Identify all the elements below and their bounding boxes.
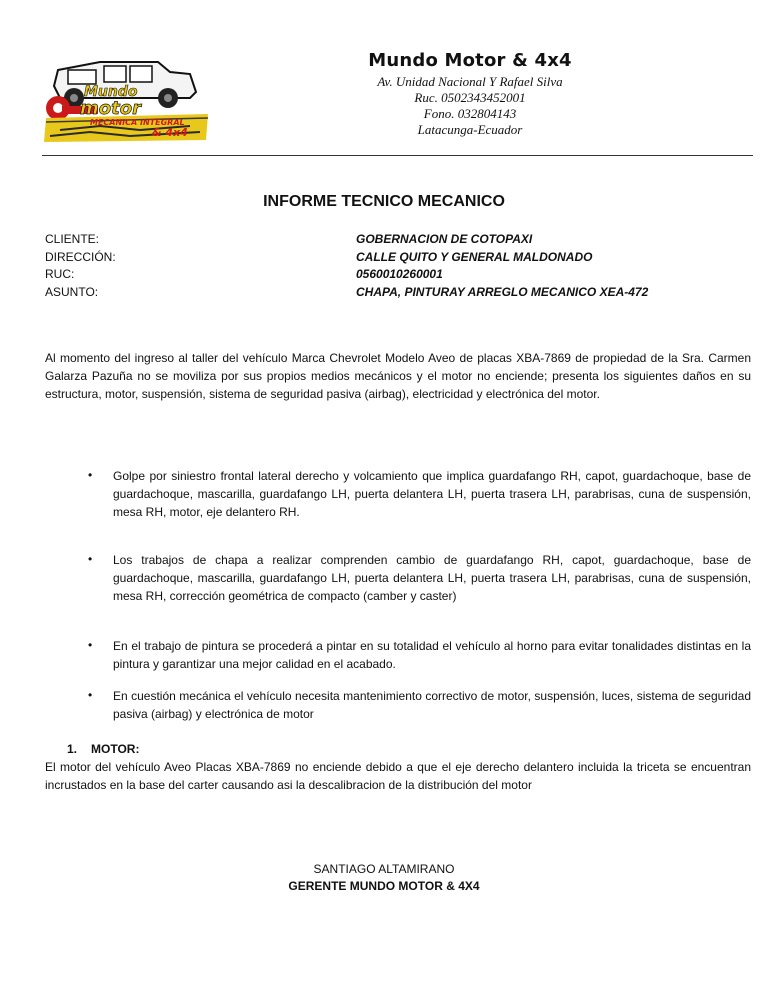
- field-row-client: [45, 232, 745, 250]
- document-title: INFORME TECNICO MECANICO: [263, 193, 505, 210]
- signature-position: GERENTE MUNDO MOTOR & 4X4: [288, 879, 480, 893]
- field-value: 0560010260001: [356, 267, 443, 281]
- bullet-item-bodywork: Los trabajos de chapa a realizar comprenden cambio de guardafango RH, capot, guardachoque, base de guardachoque, mascarilla, guardafango LH, puerta delantera LH, puerta trasera LH, parabrisas, cuna de suspensión, mesa RH, corrección geométrica de compacto (camber y caster): [113, 553, 751, 603]
- section-title: MOTOR:: [91, 742, 140, 756]
- field-label: RUC:: [45, 267, 75, 281]
- company-ruc: Ruc. 0502343452001: [414, 90, 526, 105]
- logo-text-mundo: Mundo: [84, 84, 138, 100]
- bullet-symbol: •: [88, 552, 93, 566]
- document-fields: [45, 232, 745, 302]
- bullet-symbol: •: [88, 688, 93, 702]
- field-value: CALLE QUITO Y GENERAL MALDONADO: [356, 249, 593, 264]
- section-motor-text: El motor del vehículo Aveo Placas XBA-7869 no enciende debido a que el eje derecho delantero incluida la triceta se encuentran incrustados en la base del carter causando asi la descalibracion de la distribución del motor: [45, 760, 751, 792]
- company-logo: [40, 56, 210, 144]
- logo-text-motor: motor: [80, 98, 141, 119]
- field-value: CHAPA, PINTURAY ARREGLO MECANICO XEA-472: [356, 284, 649, 299]
- field-label: ASUNTO:: [45, 284, 99, 299]
- field-label: DIRECCIÓN:: [45, 249, 116, 264]
- field-label: CLIENTE:: [45, 232, 100, 246]
- company-address: Av. Unidad Nacional Y Rafael Silva: [377, 74, 563, 89]
- field-value: GOBERNACION DE COTOPAXI: [356, 232, 533, 246]
- header-divider: [42, 155, 753, 156]
- company-city: Latacunga-Ecuador: [417, 122, 523, 137]
- logo-text-4x4: & 4x4: [152, 126, 188, 139]
- logo-text-tagline: MECANICA INTEGRAL: [90, 118, 185, 127]
- company-name: Mundo Motor & 4x4: [368, 50, 572, 71]
- bullet-symbol: •: [88, 638, 93, 652]
- field-row-address: [45, 250, 745, 268]
- bullet-item-mechanical: En cuestión mecánica el vehículo necesita mantenimiento correctivo de motor, suspensión, luces, sistema de seguridad pasiva (airbag) y electrónica de motor: [113, 689, 751, 721]
- section-heading-motor: [67, 742, 139, 756]
- signature-name: SANTIAGO ALTAMIRANO: [313, 862, 455, 876]
- section-number: 1.: [67, 742, 78, 756]
- bullet-item-damage: Golpe por siniestro frontal lateral derecho y volcamiento que implica guardafango RH, capot, guardachoque, base de guardachoque, mascarilla, guardafango LH, puerta delantera LH, puerta trasera LH, parabrisas, cuna de suspensión, mesa RH, motor, eje delantero RH.: [113, 469, 751, 519]
- bullet-symbol: •: [88, 468, 93, 482]
- intro-paragraph: Al momento del ingreso al taller del vehículo Marca Chevrolet Modelo Aveo de placas XBA-7869 de propiedad de la Sra. Carmen Galarza Pazuña no se moviliza por sus propios medios mecánicos y el motor no enciende; presenta los siguientes daños en su estructura, motor, suspensión, sistema de seguridad pasiva (airbag), electricidad y electrónica del motor.: [45, 351, 751, 401]
- company-phone: Fono. 032804143: [423, 106, 517, 121]
- bullet-item-paint: En el trabajo de pintura se procederá a pintar en su totalidad el vehículo al horno para evitar tonalidades distintas en la pintura y garantizar una mejor calidad en el acabado.: [113, 639, 751, 671]
- field-row-subject: [45, 285, 745, 303]
- field-row-ruc: [45, 267, 745, 285]
